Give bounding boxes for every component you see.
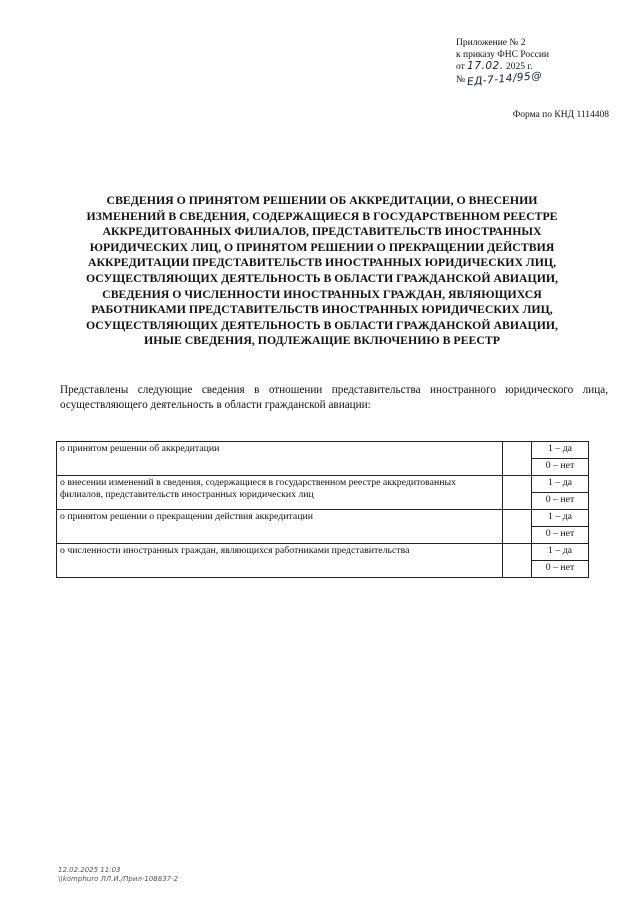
handwritten-number: ЕД-7-14/95@ — [467, 69, 544, 88]
title-line: ИЗМЕНЕНИЙ В СВЕДЕНИЯ, СОДЕРЖАЩИЕСЯ В ГОСУДАРСТВЕННОМ РЕЕСТРЕ — [86, 208, 558, 223]
option-no: 0 – нет — [532, 459, 589, 476]
option-no: 0 – нет — [532, 561, 589, 578]
row-label: о численности иностранных граждан, являющихся работниками представительства — [57, 544, 503, 578]
intro-line-2: осуществляющего деятельность в области гражданской авиации: — [60, 399, 371, 411]
form-code: Форма по КНД 1114408 — [512, 110, 609, 120]
handwritten-date: 17.02. — [467, 60, 504, 72]
option-yes: 1 – да — [532, 442, 589, 459]
row-label: о принятом решении о прекращении действия аккредитации — [57, 510, 503, 544]
answer-box[interactable] — [503, 544, 532, 578]
title-line: СВЕДЕНИЯ О ПРИНЯТОМ РЕШЕНИИ ОБ АККРЕДИТАЦИИ, О ВНЕСЕНИИ — [106, 193, 538, 207]
intro-paragraph — [60, 383, 608, 413]
option-no: 0 – нет — [532, 527, 589, 544]
table-row — [57, 442, 589, 459]
option-yes: 1 – да — [532, 544, 589, 561]
answer-box[interactable] — [503, 476, 532, 510]
title-line: РАБОТНИКАМИ ПРЕДСТАВИТЕЛЬСТВ ИНОСТРАННЫХ ЮРИДИЧЕСКИХ ЛИЦ, — [91, 302, 553, 317]
stamp-datetime: 12.02.2025 11:03 — [58, 866, 121, 874]
row-label: о внесении изменений в сведения, содержащиеся в государственном реестре аккредитованных филиалов, представительств иностранных юридических лиц — [57, 476, 503, 510]
appendix-block — [456, 38, 616, 86]
answer-box[interactable] — [503, 510, 532, 544]
number-prefix: № — [456, 74, 466, 85]
title-line: ИНЫЕ СВЕДЕНИЯ, ПОДЛЕЖАЩИЕ ВКЛЮЧЕНИЮ В РЕЕСТР — [144, 333, 500, 348]
option-no: 0 – нет — [532, 493, 589, 510]
document-title — [70, 193, 574, 349]
date-prefix: от — [456, 62, 465, 72]
title-line: ЮРИДИЧЕСКИХ ЛИЦ, О ПРИНЯТОМ РЕШЕНИИ О ПРЕКРАЩЕНИИ ДЕЙСТВИЯ — [89, 239, 555, 254]
title-line: СВЕДЕНИЯ О ЧИСЛЕННОСТИ ИНОСТРАННЫХ ГРАЖДАН, ЯВЛЯЮЩИХСЯ — [102, 286, 542, 301]
option-yes: 1 – да — [532, 510, 589, 527]
title-line: АККРЕДИТАЦИИ ПРЕДСТАВИТЕЛЬСТВ ИНОСТРАННЫХ ЮРИДИЧЕСКИХ ЛИЦ, — [87, 255, 557, 270]
row-label: о принятом решении об аккредитации — [57, 442, 503, 476]
stamp-path: \\komphuro ЛЛ.И./Прил-108837-2 — [58, 875, 179, 883]
answer-box[interactable] — [503, 442, 532, 476]
title-line: ОСУЩЕСТВЛЯЮЩИХ ДЕЯТЕЛЬНОСТЬ В ОБЛАСТИ ГРАЖДАНСКОЙ АВИАЦИИ, — [85, 270, 559, 285]
options-table — [56, 441, 589, 578]
table-row — [57, 544, 589, 561]
appendix-line-1: Приложение № 2 — [456, 38, 526, 48]
appendix-line-2: к приказу ФНС России — [456, 49, 549, 60]
table-row — [57, 476, 589, 493]
option-yes: 1 – да — [532, 476, 589, 493]
intro-line-1: Представлены следующие сведения в отношении представительства иностранного юридического лица, — [60, 384, 608, 396]
appendix-number-line — [456, 69, 616, 88]
print-stamp — [58, 866, 178, 884]
date-suffix: 2025 г. — [505, 62, 533, 72]
title-line: АККРЕДИТОВАННЫХ ФИЛИАЛОВ, ПРЕДСТАВИТЕЛЬСТВ ИНОСТРАННЫХ — [102, 224, 542, 239]
title-line: ОСУЩЕСТВЛЯЮЩИХ ДЕЯТЕЛЬНОСТЬ В ОБЛАСТИ ГРАЖДАНСКОЙ АВИАЦИИ, — [85, 317, 559, 332]
table-row — [57, 510, 589, 527]
